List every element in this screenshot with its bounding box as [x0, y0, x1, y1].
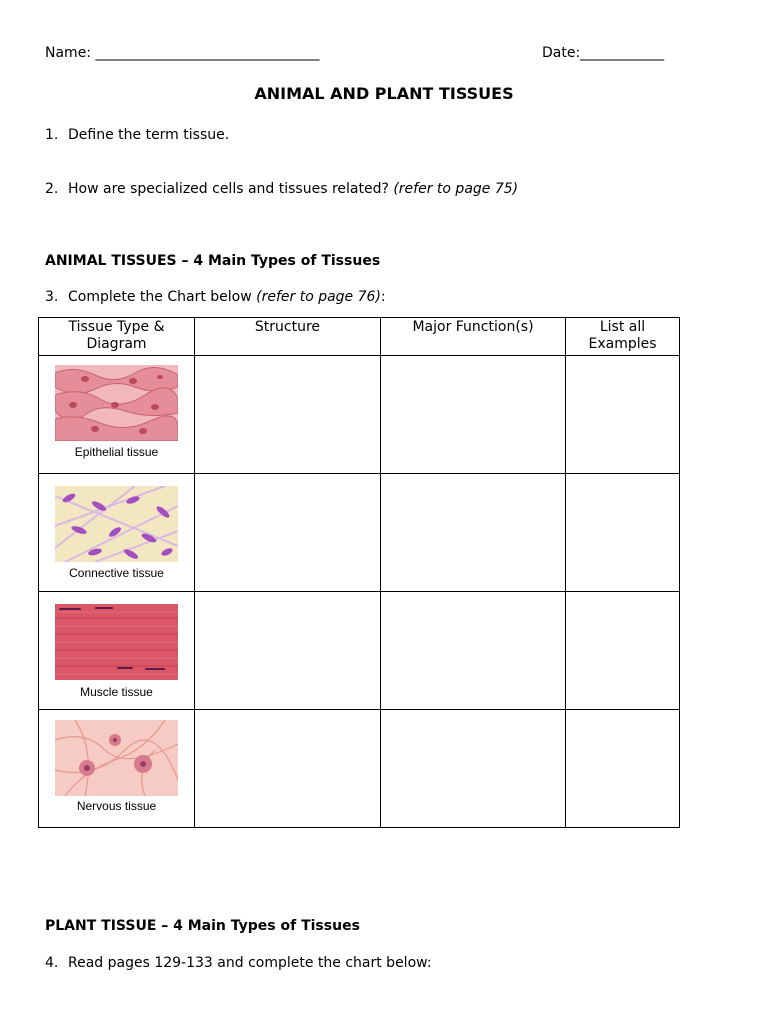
function-answer-cell[interactable] — [381, 356, 566, 474]
question-text: Define the term tissue. — [68, 127, 230, 143]
tissue-cell-epithelial — [39, 356, 195, 474]
structure-answer-cell[interactable] — [195, 474, 381, 592]
question-4 — [45, 955, 432, 971]
column-header-structure: Structure — [195, 318, 381, 356]
page-reference: (refer to page 76) — [256, 289, 381, 305]
question-2 — [45, 181, 518, 197]
name-field-label[interactable]: Name: ________________________________ — [45, 45, 320, 61]
page-reference: (refer to page 75) — [393, 181, 519, 197]
question-text: Complete the Chart below — [68, 289, 257, 305]
table-row — [39, 356, 680, 474]
examples-answer-cell[interactable] — [566, 710, 680, 828]
table-row — [39, 592, 680, 710]
tissue-caption: Nervous tissue — [76, 799, 157, 813]
tissue-caption: Muscle tissue — [80, 685, 153, 699]
question-1 — [45, 127, 229, 143]
date-field-label[interactable]: Date:____________ — [542, 45, 665, 61]
epithelial-tissue-image — [55, 365, 178, 441]
animal-tissues-heading: ANIMAL TISSUES – 4 Main Types of Tissues — [45, 253, 381, 269]
table-row — [39, 474, 680, 592]
structure-answer-cell[interactable] — [195, 592, 381, 710]
question-text: Read pages 129-133 and complete the chart below: — [68, 955, 432, 971]
examples-answer-cell[interactable] — [566, 474, 680, 592]
header-row — [45, 45, 685, 65]
question-number: 1. — [45, 127, 59, 143]
table-row — [39, 710, 680, 828]
column-header-examples: List all Examples — [566, 318, 680, 356]
tissue-cell-muscle — [39, 592, 195, 710]
question-number: 4. — [45, 955, 59, 971]
examples-answer-cell[interactable] — [566, 356, 680, 474]
tissue-cell-nervous — [39, 710, 195, 828]
function-answer-cell[interactable] — [381, 592, 566, 710]
connective-tissue-image — [55, 486, 178, 562]
function-answer-cell[interactable] — [381, 474, 566, 592]
examples-answer-cell[interactable] — [566, 592, 680, 710]
question-number: 3. — [45, 289, 59, 305]
muscle-tissue-image — [55, 604, 178, 680]
animal-tissue-chart — [38, 317, 680, 828]
page-title: ANIMAL AND PLANT TISSUES — [254, 84, 514, 103]
structure-answer-cell[interactable] — [195, 356, 381, 474]
question-text: How are specialized cells and tissues related? — [68, 181, 394, 197]
question-tail: : — [380, 289, 386, 305]
tissue-caption: Connective tissue — [69, 566, 164, 580]
structure-answer-cell[interactable] — [195, 710, 381, 828]
nervous-tissue-image — [55, 720, 178, 796]
tissue-caption: Epithelial tissue — [74, 445, 159, 459]
function-answer-cell[interactable] — [381, 710, 566, 828]
column-header-function: Major Function(s) — [381, 318, 566, 356]
tissue-cell-connective — [39, 474, 195, 592]
question-number: 2. — [45, 181, 59, 197]
question-3 — [45, 289, 386, 305]
chart-header-row — [39, 318, 680, 356]
column-header-tissue-type: Tissue Type & Diagram — [39, 318, 195, 356]
plant-tissues-heading: PLANT TISSUE – 4 Main Types of Tissues — [45, 918, 360, 934]
